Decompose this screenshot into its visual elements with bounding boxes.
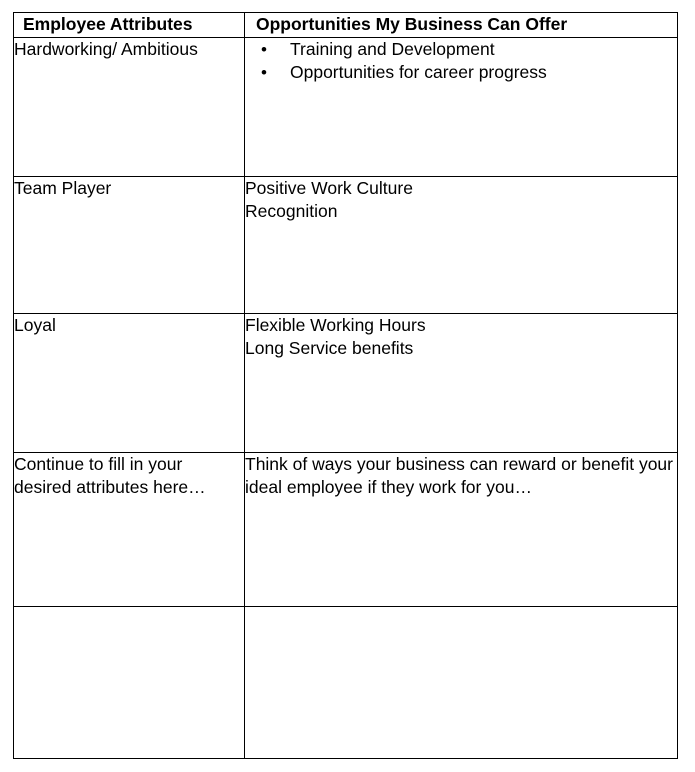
list-item [260, 38, 677, 61]
attribute-cell: Hardworking/ Ambitious [14, 38, 245, 177]
table-row [14, 177, 678, 314]
attribute-cell: Team Player [14, 177, 245, 314]
list-item [260, 61, 677, 84]
attribute-cell [14, 607, 245, 759]
offer-text: Training and Development [290, 39, 495, 59]
offer-text: Long Service benefits [245, 338, 414, 358]
offers-cell [245, 177, 678, 314]
table-row [14, 38, 678, 177]
offers-cell: Think of ways your business can reward or benefit your ideal employee if they work for you… [245, 453, 678, 607]
table-row [14, 314, 678, 453]
header-employee-attributes: Employee Attributes [14, 13, 245, 38]
header-opportunities: Opportunities My Business Can Offer [245, 13, 678, 38]
bullet-icon: • [261, 40, 267, 59]
table-header-row [14, 13, 678, 38]
attribute-cell: Continue to fill in your desired attributes here… [14, 453, 245, 607]
attribute-cell: Loyal [14, 314, 245, 453]
offer-text: Opportunities for career progress [290, 62, 547, 82]
offers-cell [245, 38, 678, 177]
offers-cell [245, 314, 678, 453]
offers-bullet-list [260, 38, 677, 84]
offer-text: Recognition [245, 201, 338, 221]
table-row [14, 453, 678, 607]
offer-text: Positive Work Culture [245, 178, 413, 198]
table-row [14, 607, 678, 759]
offer-text: Flexible Working Hours [245, 315, 426, 335]
offers-cell [245, 607, 678, 759]
attributes-table [13, 12, 678, 759]
bullet-icon: • [261, 63, 267, 82]
